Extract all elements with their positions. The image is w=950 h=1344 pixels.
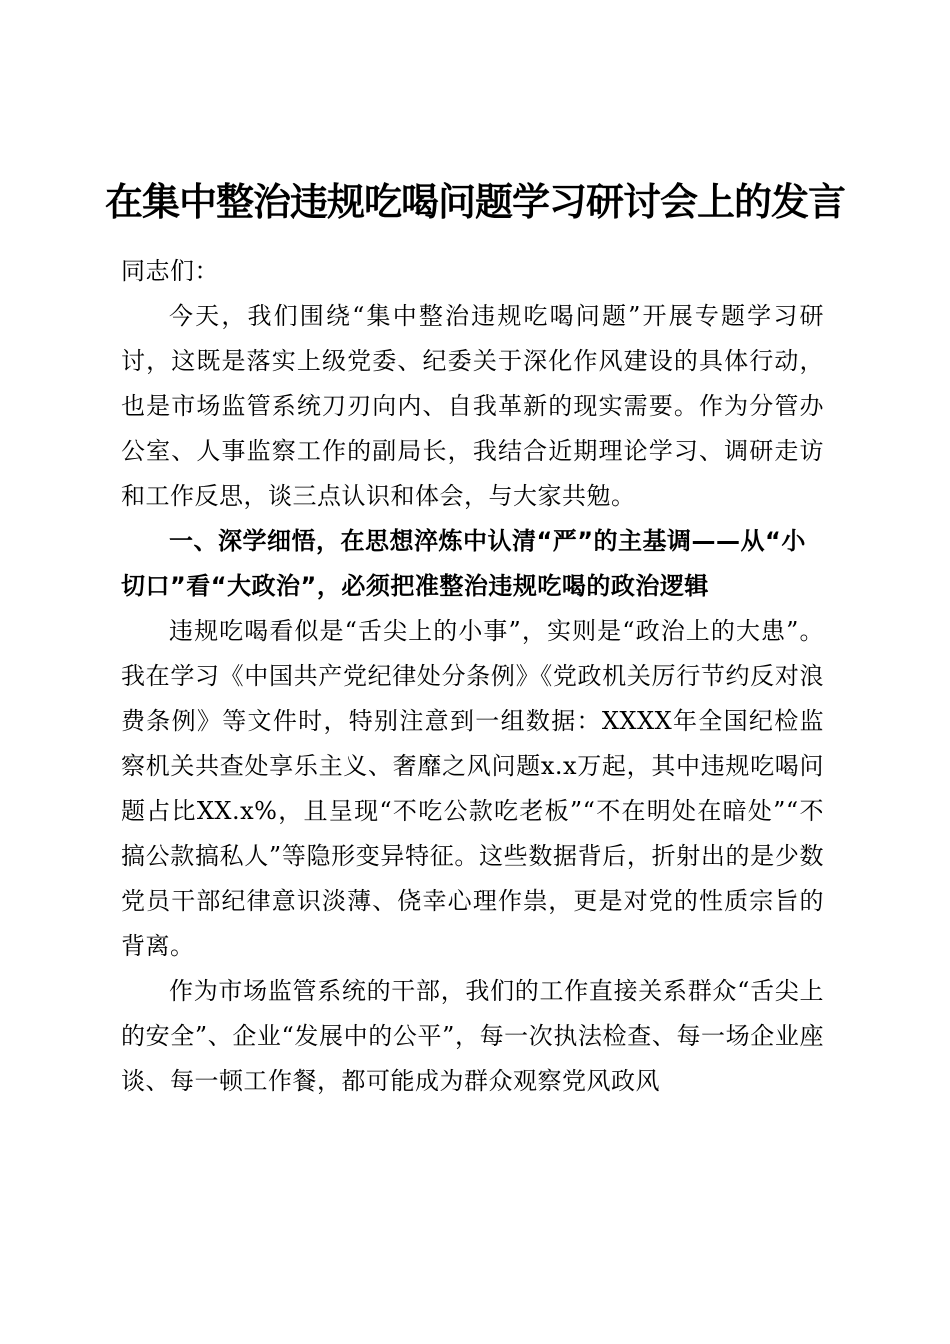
section1-paragraph-1: 违规吃喝看似是“舌尖上的小事”，实则是“政治上的大患”。我在学习《中国共产党纪律处分条例》《党政机关厉行节约反对浪费条例》等文件时，特别注意到一组数据：XXXX年全国纪检监察机关共查处享乐主义、奢靡之风问题x.x万起，其中违规吃喝问题占比XX.x%，且呈现“不吃公款吃老板”“不在明处在暗处”“不搞公款搞私人”等隐形变异特征。这些数据背后，折射出的是少数党员干部纪律意识淡薄、侥幸心理作祟，更是对党的性质宗旨的背离。 [121,617,824,960]
salutation: 同志们： [121,257,219,285]
document-body [121,249,824,1104]
section-heading-1: 一、深学细悟，在思想淬炼中认清“严”的主基调——从“小切口”看“大政治”，必须把准整治违规吃喝的政治逻辑 [121,527,806,600]
document-title: 在集中整治违规吃喝问题学习研讨会上的发言 [104,179,845,224]
section1-paragraph-2: 作为市场监管系统的干部，我们的工作直接关系群众“舌尖上的安全”、企业“发展中的公平”，每一次执法检查、每一场企业座谈、每一顿工作餐，都可能成为群众观察党风政风 [121,977,824,1095]
intro-paragraph: 今天，我们围绕“集中整治违规吃喝问题”开展专题学习研讨，这既是落实上级党委、纪委关于深化作风建设的具体行动，也是市场监管系统刀刃向内、自我革新的现实需要。作为分管办公室、人事监察工作的副局长，我结合近期理论学习、调研走访和工作反思，谈三点认识和体会，与大家共勉。 [121,302,824,510]
